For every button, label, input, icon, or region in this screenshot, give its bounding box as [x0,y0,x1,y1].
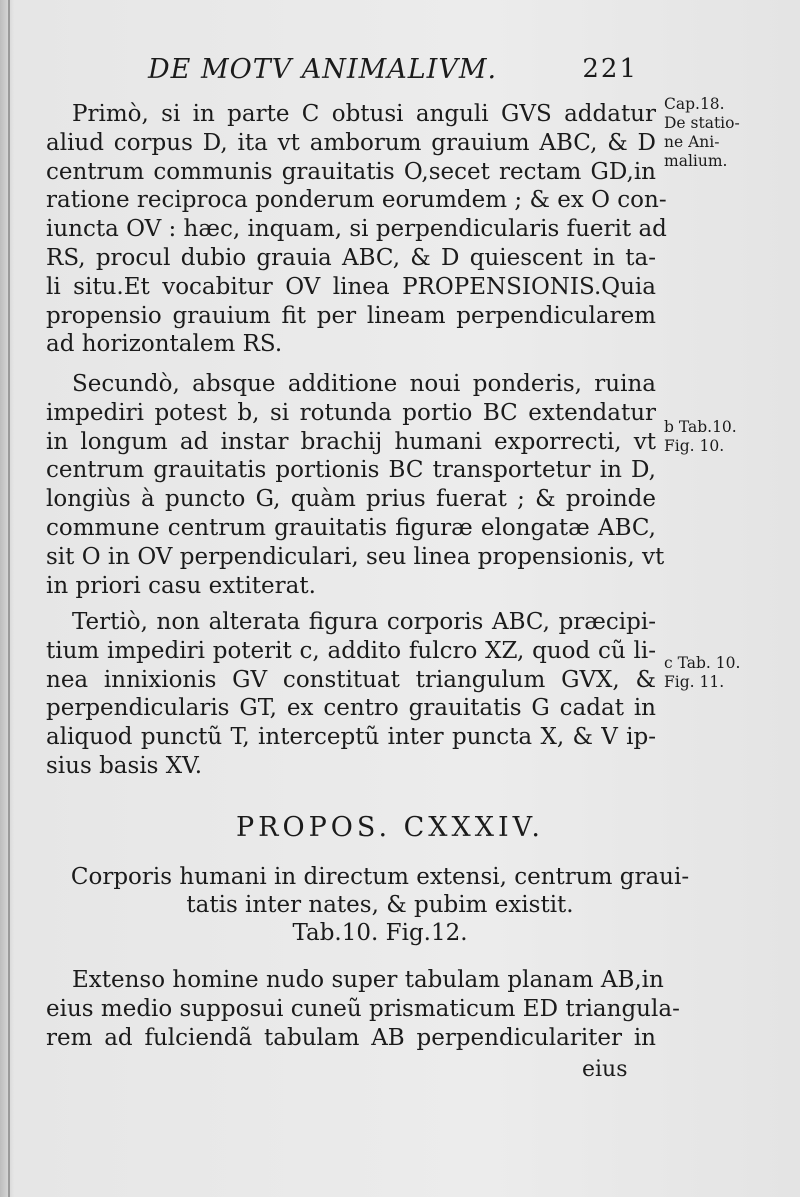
text-line: li situ.Et vocabitur OV linea PROPENSIONIS.Quia [46,273,656,300]
text-line: longiùs à puncto G, quàm prius fuerat ; & proinde [46,486,656,513]
text-line: sius basis XV. [46,752,203,779]
margin-note-chapter: Cap.18. De statio- ne Ani- malium. [664,95,740,170]
margin-note-b: b Tab.10. Fig. 10. [664,418,737,455]
text-line: iuncta OV : hæc, inquam, si perpendicularis fuerit ad [46,216,667,243]
text-line: aliquod punctũ T, interceptũ inter puncta X, & V ip- [46,724,656,751]
text-line: impediri potest b, si rotunda portio BC extendatur [46,399,656,426]
paragraph-extenso [46,966,680,1052]
text-line: propensio grauium fit per lineam perpendicularem [46,302,656,329]
page-gutter [8,0,10,1197]
text-line: ratione reciproca ponderum eorumdem ; & ex O con- [46,187,667,214]
text-line: in priori casu extiterat. [46,572,316,599]
page-header [148,54,638,90]
proposition-heading: PROPOS. CXXXIV. [236,812,544,843]
running-head: DE MOTV ANIMALIVM. [148,54,498,85]
text-line: Primò, si in parte C obtusi anguli GVS addatur [72,101,656,127]
text-line: Extenso homine nudo super tabulam planam AB,in [72,967,664,993]
proposition-statement-line: Corporis humani in directum extensi, centrum graui- [70,864,690,890]
text-line: nea innixionis GV constituat triangulum GVX, & [46,666,656,693]
text-line: rem ad fulciendã tabulam AB perpendiculariter in [46,1024,656,1051]
figure-reference: Tab.10. Fig.12. [292,920,468,946]
text-line: commune centrum grauitatis figuræ elongatæ ABC, [46,514,656,541]
text-line: RS, procul dubio grauia ABC, & D quiescent in ta- [46,244,656,271]
text-line: aliud corpus D, ita vt amborum grauium ABC, & D [46,129,656,156]
margin-note-c: c Tab. 10. Fig. 11. [664,654,741,691]
page-number: 221 [582,54,638,84]
catchword: eius [582,1057,628,1082]
text-line: ad horizontalem RS. [46,331,283,358]
paragraph-primo [46,100,667,359]
text-line: in longum ad instar brachij humani exporrecti, vt [46,428,656,455]
text-line: eius medio supposui cuneũ prismaticum ED triangula- [46,995,680,1022]
text-line: Secundò, absque additione noui ponderis, ruina [72,371,656,397]
text-line: perpendicularis GT, ex centro grauitatis G cadat in [46,695,656,722]
paragraph-secundo [46,370,665,600]
proposition-statement-line: tatis inter nates, & pubim existit. [186,892,574,918]
text-line: centrum communis grauitatis O,secet rectam GD,in [46,158,656,185]
text-line: Tertiò, non alterata figura corporis ABC, præcipi- [72,609,656,635]
text-line: centrum grauitatis portionis BC transportetur in D, [46,457,656,484]
text-line: tium impediri poterit c, addito fulcro XZ, quod cũ li- [46,637,656,664]
paragraph-tertio [46,608,656,781]
text-line: sit O in OV perpendiculari, seu linea propensionis, vt [46,543,665,570]
